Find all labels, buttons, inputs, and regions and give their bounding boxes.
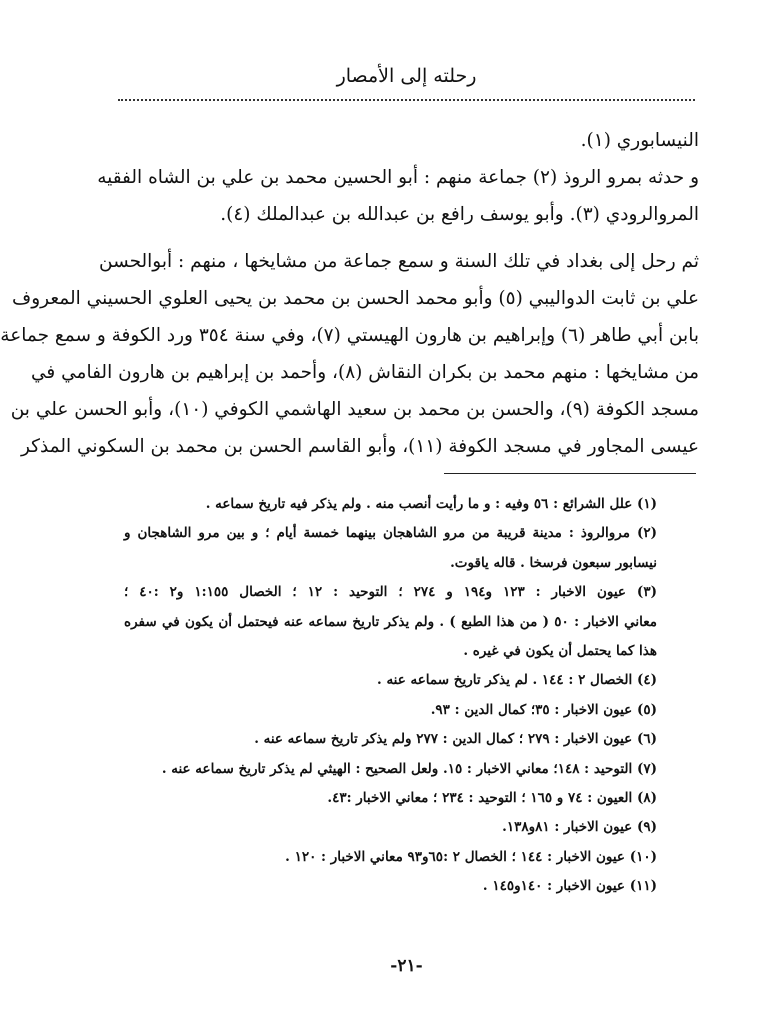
footnote-line: (٤) الخصال ٢ : ١٤٤ . لم يذكر تاريخ سماعه عنه . xyxy=(377,672,657,689)
body-line: من مشايخها : منهم محمد بن بكران النقاش (٨)، وأحمد بن إبراهيم بن هارون الفامي في xyxy=(30,362,699,383)
body-line: بابن أبي طاهر (٦) وإبراهيم بن هارون الهيستي (٧)، وفي سنة ٣٥٤ ورد الكوفة و سمع جماعة xyxy=(0,325,699,346)
main-body-text xyxy=(0,122,699,465)
footnote-line: معاني الاخبار : ٥٠ ( من هذا الطبع ) . ولم يذكر تاريخ سماعه عنه فيحتمل أن يكون في سفره xyxy=(124,613,658,630)
body-line: النيسابوري (١). xyxy=(580,130,699,151)
footnote-line: (٩) عيون الاخبار : ٨١و١٣٨. xyxy=(502,819,657,836)
footnote-line: (٧) التوحيد : ١٤٨؛ معاني الاخبار : ١٥. ولعل الصحيح : الهيثي لم يذكر تاريخ سماعه عنه . xyxy=(161,760,657,777)
body-line: ثم رحل إلى بغداد في تلك السنة و سمع جماعة من مشايخها ، منهم : أبوالحسن xyxy=(98,251,699,272)
page-number: -٢١- xyxy=(390,956,423,976)
footnote-line: (١) علل الشرائع : ٥٦ وفيه : و ما رأيت أنصب منه . ولم يذكر فيه تاريخ سماعه . xyxy=(205,496,657,512)
dotted-header-rule xyxy=(118,99,695,101)
body-line: مسجد الكوفة (٩)، والحسن بن محمد بن سعيد الهاشمي الكوفي (١٠)، وأبو الحسن علي بن xyxy=(10,399,699,420)
footnote-line: هذا كما يحتمل أن يكون في غيره . xyxy=(463,642,657,659)
footnote-line: (١٠) عيون الاخبار : ١٤٤ ؛ الخصال ٢ :٦٥و٩٣ معاني الاخبار : ١٢٠ . xyxy=(285,848,657,865)
footnote-line: (١١) عيون الاخبار : ١٤٠و١٤٥ . xyxy=(482,878,657,895)
body-line: المروالرودي (٣). وأبو يوسف رافع بن عبدالله بن عبدالملك (٤). xyxy=(220,204,699,225)
footnote-line: (٥) عيون الاخبار : ٣٥؛ كمال الدين : ٩٣. xyxy=(430,701,657,718)
footnote-separator-rule xyxy=(444,473,696,474)
running-header-title: رحلته إلى الأمصار xyxy=(336,65,477,87)
footnote-line: (٢) مروالروذ : مدينة قريبة من مرو الشاهجان بينهما خمسة أيام ؛ و بين مرو الشاهجان و xyxy=(124,525,657,542)
body-line: و حدثه بمرو الروذ (٢) جماعة منهم : أبو الحسين محمد بن علي بن الشاه الفقيه xyxy=(97,167,699,188)
body-line: علي بن ثابت الدواليبي (٥) وأبو محمد الحسن بن محمد بن يحيى العلوي الحسيني المعروف xyxy=(12,288,699,309)
footnote-line: (٨) العيون : ٧٤ و ١٦٥ ؛ التوحيد : ٢٣٤ ؛ معاني الاخبار :٤٣. xyxy=(327,789,657,806)
footnotes-block xyxy=(124,490,657,901)
footnote-line: (٣) عيون الاخبار : ١٢٣ و١٩٤ و ٢٧٤ ؛ التوحيد : ١٢ ؛ الخصال ١:١٥٥ و٢ :٤٠ ؛ xyxy=(124,584,657,601)
body-line: عيسى المجاور في مسجد الكوفة (١١)، وأبو القاسم الحسن بن محمد بن السكوني المذكر xyxy=(20,436,699,457)
footnote-line: نيسابور سبعون فرسخا . قاله ياقوت. xyxy=(450,554,657,571)
footnote-line: (٦) عيون الاخبار : ٢٧٩ ؛ كمال الدين : ٢٧٧ ولم يذكر تاريخ سماعه عنه . xyxy=(254,731,657,748)
